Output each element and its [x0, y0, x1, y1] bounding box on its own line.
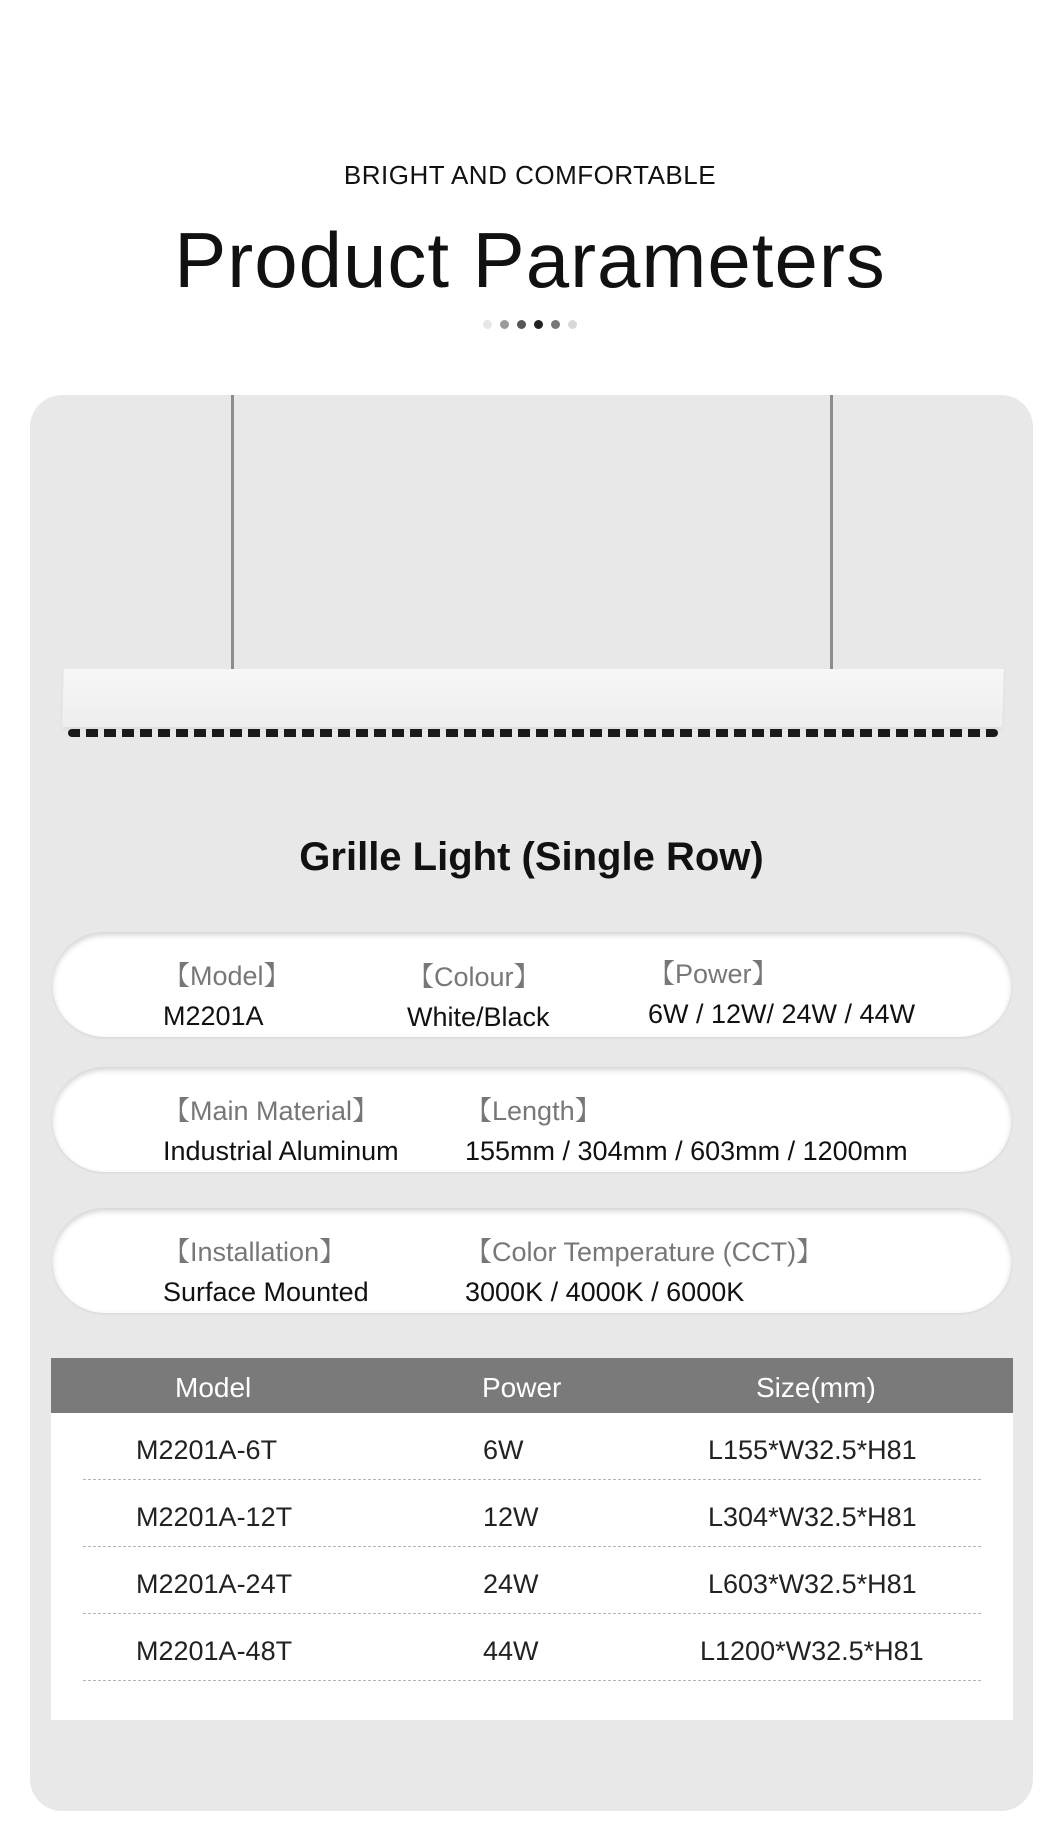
cell-model: M2201A-12T	[136, 1502, 293, 1532]
param-installation	[163, 1230, 369, 1308]
decorative-dots	[0, 320, 1060, 329]
suspension-wire	[830, 395, 833, 669]
param-label: 【Length】	[465, 1096, 602, 1126]
cell-power: 44W	[483, 1636, 539, 1666]
param-value: Surface Mounted	[163, 1277, 369, 1307]
param-value: Industrial Aluminum	[163, 1136, 399, 1166]
param-row-2	[52, 1067, 1012, 1172]
table-header	[51, 1358, 1013, 1413]
suspension-wire	[231, 395, 234, 669]
param-colour	[407, 955, 550, 1033]
section-subtitle: BRIGHT AND COMFORTABLE	[343, 160, 717, 190]
param-row-3	[52, 1208, 1012, 1313]
table-row	[51, 1413, 1013, 1480]
param-label: 【Model】	[163, 961, 291, 991]
dot-icon	[534, 320, 543, 329]
product-name: Grille Light (Single Row)	[299, 835, 764, 879]
table-row	[51, 1480, 1013, 1547]
lamp-image	[62, 669, 1004, 727]
param-value: 155mm / 304mm / 603mm / 1200mm	[465, 1136, 908, 1166]
header-power: Power	[482, 1372, 562, 1403]
param-value: 6W / 12W/ 24W / 44W	[648, 999, 916, 1029]
cell-size: L304*W32.5*H81	[708, 1502, 917, 1532]
param-value: White/Black	[407, 1002, 550, 1032]
cell-model: M2201A-48T	[136, 1636, 293, 1666]
cell-power: 24W	[483, 1569, 539, 1599]
param-label: 【Power】	[648, 959, 779, 989]
spec-table	[51, 1358, 1013, 1720]
header-size: Size(mm)	[756, 1372, 876, 1403]
param-value: 3000K / 4000K / 6000K	[465, 1277, 745, 1307]
param-cct	[465, 1230, 823, 1308]
cell-size: L603*W32.5*H81	[708, 1569, 917, 1599]
table-row	[51, 1547, 1013, 1614]
cell-size: L1200*W32.5*H81	[700, 1636, 924, 1666]
param-label: 【Colour】	[407, 962, 541, 992]
cell-model: M2201A-6T	[136, 1435, 278, 1465]
dot-icon	[483, 320, 492, 329]
param-value: M2201A	[163, 1001, 264, 1031]
param-row-1	[52, 932, 1012, 1037]
param-power	[648, 952, 915, 1030]
page-title: Product Parameters	[174, 216, 886, 304]
lamp-grille	[68, 729, 998, 737]
dot-icon	[568, 320, 577, 329]
param-label: 【Main Material】	[163, 1096, 380, 1126]
dot-icon	[517, 320, 526, 329]
dot-icon	[551, 320, 560, 329]
header-model: Model	[175, 1372, 252, 1403]
param-length	[465, 1089, 908, 1167]
param-label: 【Installation】	[163, 1237, 347, 1267]
dot-icon	[500, 320, 509, 329]
cell-model: M2201A-24T	[136, 1569, 293, 1599]
product-card	[30, 395, 1033, 1811]
param-model	[163, 954, 291, 1032]
cell-power: 6W	[483, 1435, 524, 1465]
cell-power: 12W	[483, 1502, 539, 1532]
table-row	[51, 1614, 1013, 1681]
param-label: 【Color Temperature (CCT)】	[465, 1237, 824, 1267]
cell-size: L155*W32.5*H81	[708, 1435, 917, 1465]
param-material	[163, 1089, 399, 1167]
